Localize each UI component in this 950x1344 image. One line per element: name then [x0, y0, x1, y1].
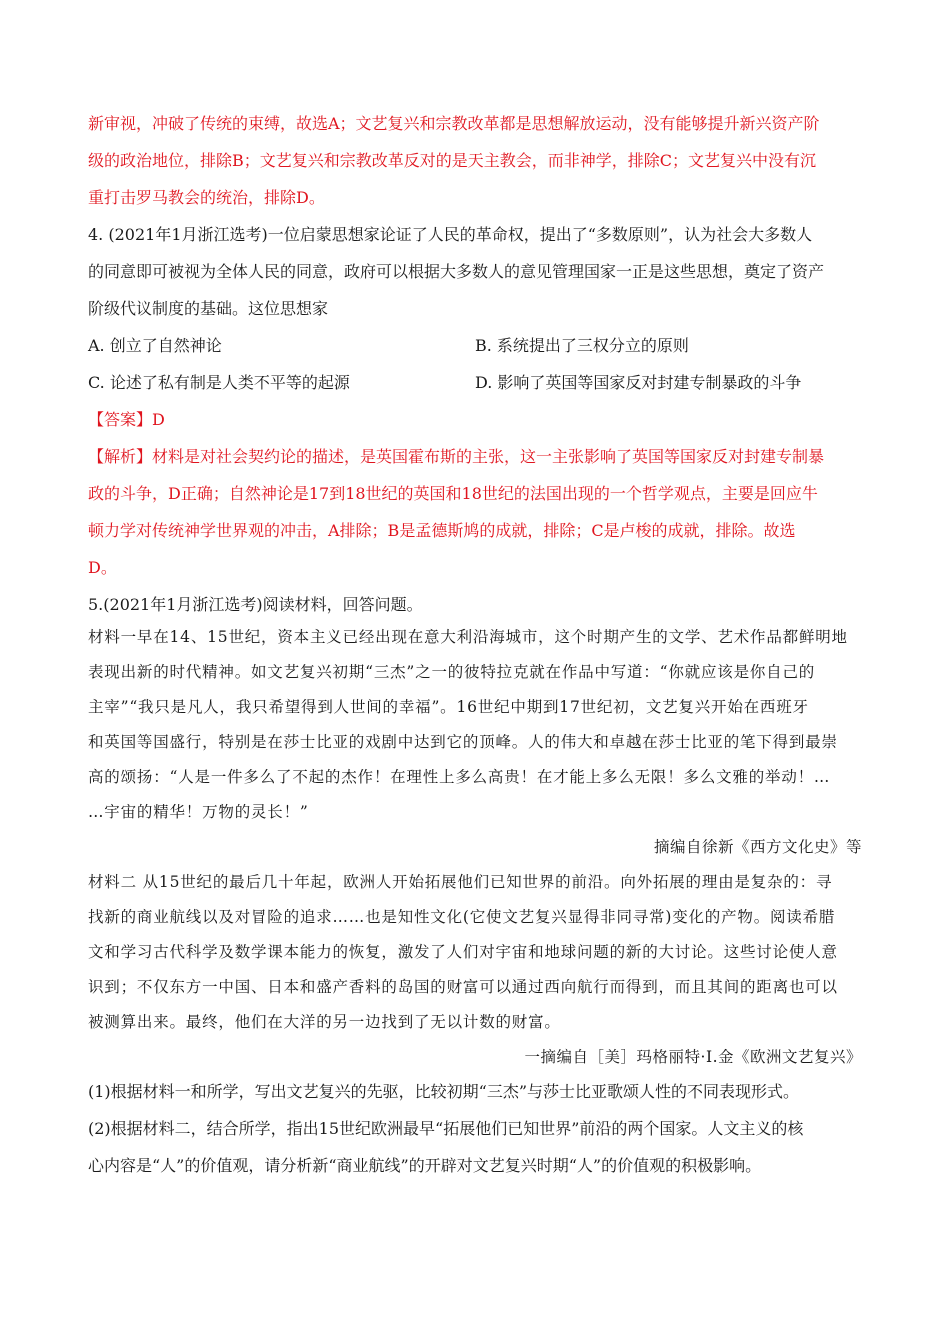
question-4 [88, 223, 862, 580]
material-line: 材料二 从15世纪的最后几十年起，欧洲人开始拓展他们已知世界的前沿。向外拓展的理由是复杂的：寻 [88, 873, 833, 891]
question-stem-line: 的同意即可被视为全体人民的同意，政府可以根据大多数人的意见管理国家一正是这些思想，奠定了资产 [88, 262, 825, 281]
answer-line [88, 408, 862, 432]
material-line: 文和学习古代科学及数学课本能力的恢复，激发了人们对宇宙和地球问题的新的大讨论。这些讨论使人意 [88, 943, 838, 961]
material-line: 高的颂扬：“人是一件多么了不起的杰作！在理性上多么高贵！在才能上多么无限！多么文雅的举动！… [88, 768, 831, 786]
material-line: 表现出新的时代精神。如文艺复兴初期“三杰”之一的彼特拉克就在作品中写道：“你就应该是你自己的 [88, 663, 816, 681]
sub-question-2: 心内容是“人”的价值观，请分析新“商业航线”的开辟对文艺复兴时期“人”的价值观的积极影响。 [88, 1156, 762, 1175]
material-line: 识到；不仅东方一中国、日本和盛产香料的岛国的财富可以通过西向航行而得到，而且其间的距离也可以 [88, 978, 838, 996]
question-stem-line: 阶级代议制度的基础。这位思想家 [88, 299, 329, 318]
option-a: A. 创立了自然神论 [88, 336, 222, 355]
options-row [88, 371, 862, 395]
answer-value: D [152, 410, 165, 429]
explanation-line: 新审视，冲破了传统的束缚，故选A；文艺复兴和宗教改革都是思想解放运动，没有能够提升新兴资产阶 [88, 114, 820, 133]
material-line: 找新的商业航线以及对冒险的追求……也是知性文化(它使文艺复兴显得非同寻常)变化的产物。阅读希腊 [88, 908, 836, 926]
analysis-line [88, 445, 862, 469]
analysis-line: 顿力学对传统神学世界观的冲击，A排除；B是孟德斯鸠的成就，排除；C是卢梭的成就，排除。故选 [88, 521, 796, 540]
option-c: C. 论述了私有制是人类不平等的起源 [88, 373, 350, 392]
material-line: 被测算出来。最终，他们在大洋的另一边找到了无以计数的财富。 [88, 1013, 561, 1031]
material-line: 材料一早在14、15世纪，资本主义已经出现在意大利沿海城市，这个时期产生的文学、艺术作品都鲜明地 [88, 628, 848, 646]
material-2 [88, 870, 862, 1034]
sub-question-2: (2)根据材料二，结合所学，指出15世纪欧洲最早“拓展他们已知世界”前沿的两个国家。人文主义的核 [88, 1119, 804, 1138]
material-2-source: 一摘编自［美］玛格丽特·I.金《欧洲文艺复兴》 [524, 1048, 862, 1066]
explanation-line: 级的政治地位，排除B；文艺复兴和宗教改革反对的是天主教会，而非神学，排除C；文艺复兴中没有沉 [88, 151, 817, 170]
question-stem: 5.(2021年1月浙江选考)阅读材料，回答问题。 [88, 595, 423, 614]
question-5 [88, 593, 862, 1178]
material-1-source: 摘编自徐新《西方文化史》等 [653, 838, 862, 856]
option-b: B. 系统提出了三权分立的原则 [475, 336, 689, 355]
material-line: …宇宙的精华！万物的灵长！” [88, 803, 309, 821]
analysis-line: D。 [88, 558, 117, 577]
options-row [88, 334, 862, 358]
answer-label: 【答案】 [88, 410, 153, 429]
material-1 [88, 625, 862, 824]
q3-explanation [88, 112, 862, 210]
option-d: D. 影响了英国等国家反对封建专制暴政的斗争 [475, 373, 802, 392]
question-stem-line: 4. (2021年1月浙江选考)一位启蒙思想家论证了人民的革命权，提出了“多数原则”，认为社会大多数人 [88, 225, 813, 244]
explanation-line: 重打击罗马教会的统治，排除D。 [88, 188, 325, 207]
analysis-label: 【解析】 [88, 447, 153, 466]
sub-question-1: (1)根据材料一和所学，写出文艺复兴的先驱，比较初期“三杰”与莎士比亚歌颂人性的不同表现形式。 [88, 1082, 800, 1101]
analysis-line: 政的斗争，D正确；自然神论是17到18世纪的英国和18世纪的法国出现的一个哲学观点，主要是回应牛 [88, 484, 818, 503]
material-line: 主宰”“我只是凡人，我只希望得到人世间的幸福”。16世纪中期到17世纪初，文艺复兴开始在西班牙 [88, 698, 809, 716]
analysis-text: 材料是对社会契约论的描述，是英国霍布斯的主张，这一主张影响了英国等国家反对封建专制暴 [152, 447, 825, 466]
material-line: 和英国等国盛行，特别是在莎士比亚的戏剧中达到它的顶峰。人的伟大和卓越在莎士比亚的笔下得到最崇 [88, 733, 838, 751]
